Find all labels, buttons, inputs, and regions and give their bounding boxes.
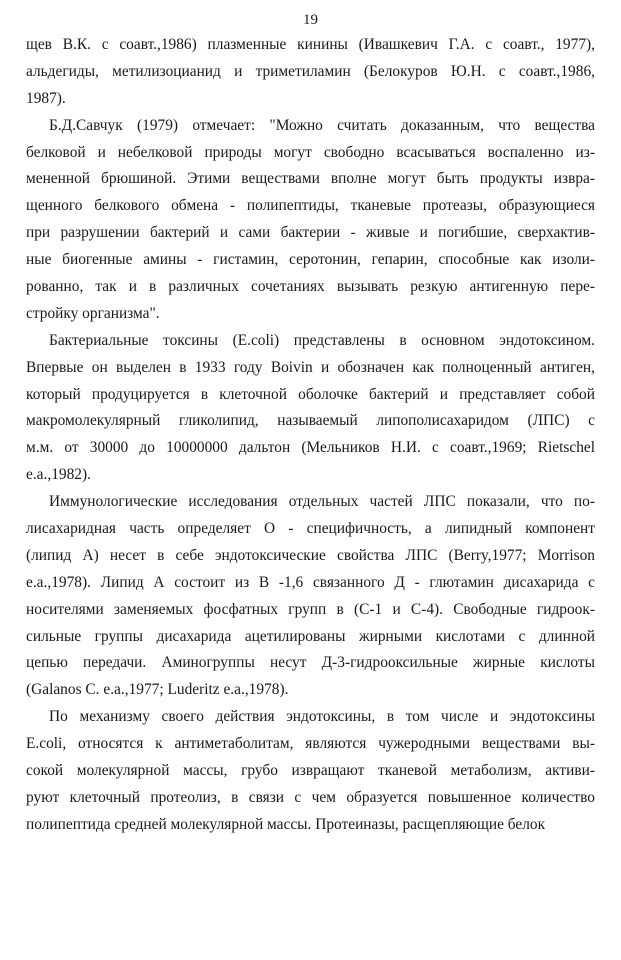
text-line: Впервые он выделен в 1933 году Boivin и обозначен как полноценный антиген, bbox=[26, 358, 595, 376]
paragraph bbox=[26, 32, 595, 113]
text-line: который продуцируется в клеточной оболочке бактерий и представляет собой bbox=[26, 385, 595, 403]
text-line: мененной брюшиной. Этими веществами вполне могут быть продукты извра- bbox=[26, 170, 595, 188]
text-line: полипептида средней молекулярной массы. Протеиназы, расщепляющие белок bbox=[26, 815, 546, 833]
text-line: лисахаридная часть определяет О - специфичность, а липидный компонент bbox=[26, 520, 595, 538]
text-line: рованно, так и в различных сочетаниях вызывать резкую антигенную пере- bbox=[26, 278, 595, 296]
text-line: цепью передачи. Аминогруппы несут Д-3-гидрооксильные жирные кислоты bbox=[26, 654, 595, 672]
text-line: щев В.К. с соавт.,1986) плазменные кинины (Ивашкевич Г.А. с соавт., 1977), bbox=[26, 36, 595, 53]
text-line: носителями заменяемых фосфатных групп в (С-1 и С-4). Свободные гидроок- bbox=[26, 600, 595, 618]
text-line: По механизму своего действия эндотоксины, в том числе и эндотоксины bbox=[49, 708, 595, 726]
paragraph bbox=[26, 328, 595, 489]
text-line: сокой молекулярной массы, грубо извращают тканевой метаболизм, активи- bbox=[26, 762, 595, 780]
text-body bbox=[26, 32, 595, 839]
text-line: макромолекулярный гликолипид, называемый липополисахаридом (ЛПС) с bbox=[26, 412, 595, 430]
text-line: Б.Д.Савчук (1979) отмечает: "Можно считать доказанным, что вещества bbox=[49, 116, 595, 134]
text-line: e.a.,1978). Липид А состоит из В -1,6 связанного Д - глютамин дисахарида с bbox=[26, 573, 595, 591]
text-line: при разрушении бактерий и сами бактерии - живые и погибшие, сверхактив- bbox=[26, 224, 595, 242]
text-line: e.a.,1982). bbox=[26, 466, 91, 484]
text-line: сильные группы дисахарида ацетилированы жирными кислотами с длинной bbox=[26, 627, 595, 645]
text-line: белковой и небелковой природы могут свободно всасываться воспаленно из- bbox=[26, 143, 595, 161]
text-line: ные биогенные амины - гистамин, серотонин, гепарин, способные как изоли- bbox=[26, 251, 595, 269]
text-line: альдегиды, метилизоцианид и триметиламин (Белокуров Ю.Н. с соавт.,1986, bbox=[26, 62, 595, 80]
text-line: 1987). bbox=[26, 89, 66, 107]
text-line: (Galanos C. e.a.,1977; Luderitz e.a.,1978). bbox=[26, 681, 289, 699]
text-line: стройку организма". bbox=[26, 304, 160, 322]
page-number: 19 bbox=[303, 12, 318, 28]
text-line: (липид А) несет в себе эндотоксические свойства ЛПС (Berry,1977; Morrison bbox=[26, 546, 595, 564]
text-line: E.coli, относятся к антиметаболитам, являются чужеродными веществами вы- bbox=[26, 735, 595, 753]
paragraph bbox=[26, 113, 595, 328]
text-line: Иммунологические исследования отдельных частей ЛПС показали, что по- bbox=[49, 493, 595, 511]
text-line: руют клеточный протеолиз, в связи с чем образуется повышенное количество bbox=[26, 788, 595, 806]
text-line: м.м. от 30000 до 10000000 дальтон (Мельников Н.И. с соавт.,1969; Rietschel bbox=[26, 439, 595, 457]
text-line: щенного белкового обмена - полипептиды, тканевые протеазы, образующиеся bbox=[26, 197, 595, 215]
text-line: Бактериальные токсины (E.coli) представлены в основном эндотоксином. bbox=[49, 331, 595, 349]
paragraph bbox=[26, 489, 595, 704]
paragraph bbox=[26, 704, 595, 838]
